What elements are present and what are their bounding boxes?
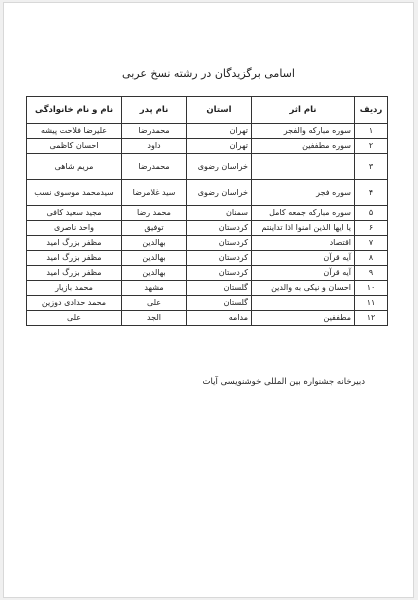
header-num: ردیف: [355, 97, 388, 124]
cell-work: [252, 296, 355, 311]
cell-name: سیدمحمد موسوی نسب: [27, 180, 122, 206]
table-row: [27, 281, 388, 296]
cell-province: تهران: [187, 139, 252, 154]
cell-num: ۱۲: [355, 311, 388, 326]
cell-num: ۱: [355, 124, 388, 139]
table-row: [27, 180, 388, 206]
document-title: اسامی برگزیدگان در رشته نسخ عربی: [122, 67, 295, 80]
cell-father: بهالدین: [122, 236, 187, 251]
cell-name: مظفر بزرگ امید: [27, 251, 122, 266]
cell-province: کردستان: [187, 221, 252, 236]
cell-name: مظفر بزرگ امید: [27, 236, 122, 251]
cell-num: ۵: [355, 206, 388, 221]
cell-num: ۱۱: [355, 296, 388, 311]
secretariat-note: دبیرخانه جشنواره بین المللی خوشنویسی آیات: [202, 377, 365, 387]
cell-name: واحد ناصری: [27, 221, 122, 236]
cell-name: محمد حدادی دوزین: [27, 296, 122, 311]
cell-province: گلستان: [187, 281, 252, 296]
cell-name: محمد بازیار: [27, 281, 122, 296]
header-province: استان: [187, 97, 252, 124]
cell-num: ۳: [355, 154, 388, 180]
document-page: [3, 2, 414, 598]
table-row: [27, 311, 388, 326]
table-row: [27, 206, 388, 221]
cell-work: اقتصاد: [252, 236, 355, 251]
cell-province: کردستان: [187, 251, 252, 266]
cell-province: گلستان: [187, 296, 252, 311]
table-row: [27, 251, 388, 266]
cell-name: علی: [27, 311, 122, 326]
cell-name: علیرضا فلاحت پیشه: [27, 124, 122, 139]
cell-work: یا ایها الذین امنوا اذا تداینتم: [252, 221, 355, 236]
cell-province: کردستان: [187, 266, 252, 281]
cell-province: خراسان رضوی: [187, 154, 252, 180]
cell-num: ۴: [355, 180, 388, 206]
cell-father: سید غلامرضا: [122, 180, 187, 206]
cell-father: محمد رضا: [122, 206, 187, 221]
cell-num: ۷: [355, 236, 388, 251]
cell-father: توفیق: [122, 221, 187, 236]
cell-father: علی: [122, 296, 187, 311]
cell-father: محمدرضا: [122, 124, 187, 139]
cell-father: مشهد: [122, 281, 187, 296]
cell-name: مظفر بزرگ امید: [27, 266, 122, 281]
header-work: نام اثر: [252, 97, 355, 124]
table-row: [27, 296, 388, 311]
cell-province: سمنان: [187, 206, 252, 221]
cell-father: داود: [122, 139, 187, 154]
table-row: [27, 236, 388, 251]
table-row: [27, 154, 388, 180]
cell-num: ۸: [355, 251, 388, 266]
cell-father: محمدرضا: [122, 154, 187, 180]
cell-work: آیه قرآن: [252, 251, 355, 266]
cell-father: الجد: [122, 311, 187, 326]
header-name: نام و نام خانوادگی: [27, 97, 122, 124]
cell-father: بهالدین: [122, 251, 187, 266]
cell-province: کردستان: [187, 236, 252, 251]
cell-num: ۱۰: [355, 281, 388, 296]
cell-name: مجید سعید کافی: [27, 206, 122, 221]
cell-work: احسان و نیکی به والدین: [252, 281, 355, 296]
table-row: [27, 139, 388, 154]
cell-work: آیه قرآن: [252, 266, 355, 281]
header-father: نام پدر: [122, 97, 187, 124]
cell-father: بهالدین: [122, 266, 187, 281]
cell-province: خراسان رضوی: [187, 180, 252, 206]
winners-table: [26, 96, 388, 326]
cell-num: ۶: [355, 221, 388, 236]
cell-work: [252, 154, 355, 180]
cell-province: تهران: [187, 124, 252, 139]
cell-name: مریم شاهی: [27, 154, 122, 180]
cell-work: سوره فجر: [252, 180, 355, 206]
table-row: [27, 221, 388, 236]
table-row: [27, 266, 388, 281]
cell-num: ۹: [355, 266, 388, 281]
cell-work: سوره مبارکه والفجر: [252, 124, 355, 139]
cell-province: مدامه: [187, 311, 252, 326]
cell-num: ۲: [355, 139, 388, 154]
cell-work: مطففین: [252, 311, 355, 326]
table-header-row: [27, 97, 388, 124]
table-row: [27, 124, 388, 139]
cell-name: احسان کاظمی: [27, 139, 122, 154]
cell-work: سوره مبارکه جمعه کامل: [252, 206, 355, 221]
cell-work: سوره مطففین: [252, 139, 355, 154]
